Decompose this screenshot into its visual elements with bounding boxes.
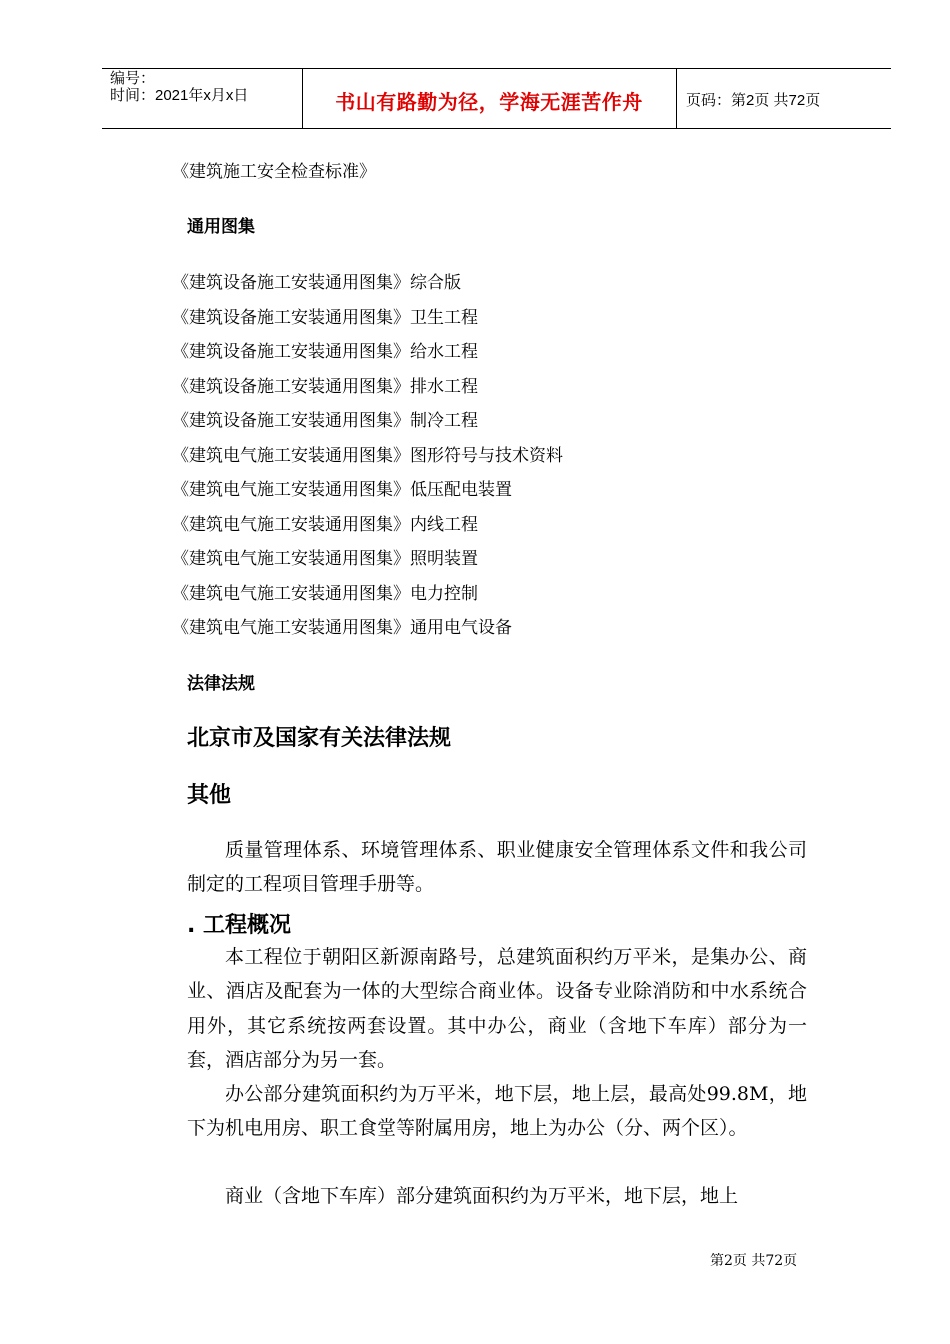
atlas-item: 《建筑设备施工安装通用图集》排水工程 (172, 377, 478, 397)
overview-paragraph: 办公部分建筑面积约为万平米，地下层，地上层，最高处99.8M，地下为机电用房、职工食堂等附属用房，地上为办公（分、两个区）。 (187, 1083, 807, 1140)
header-number: 编号： (110, 70, 156, 87)
atlas-item: 《建筑电气施工安装通用图集》通用电气设备 (172, 618, 512, 638)
section-heading-law: 法律法规 (187, 674, 255, 694)
standard-reference: 《建筑施工安全检查标准》 (172, 162, 376, 182)
overview-paragraph: 商业（含地下车库）部分建筑面积约为万平米，地下层，地上 (225, 1185, 739, 1207)
header-page-number: 页码：第2页 共72页 (686, 92, 821, 109)
other-paragraph: 质量管理体系、环境管理体系、职业健康安全管理体系文件和我公司制定的工程项目管理手册等。 (187, 839, 807, 896)
overview-heading: . 工程概况 (187, 913, 292, 938)
header-meta (110, 70, 248, 104)
law-heading: 北京市及国家有关法律法规 (187, 726, 452, 751)
atlas-item: 《建筑电气施工安装通用图集》内线工程 (172, 515, 478, 535)
header-bottom-rule (102, 128, 891, 129)
atlas-item: 《建筑设备施工安装通用图集》给水工程 (172, 342, 478, 362)
header-time: 时间：2021年x月x日 (110, 87, 249, 104)
header-motto: 书山有路勤为径，学海无涯苦作舟 (335, 90, 643, 114)
header-divider-right (676, 68, 677, 129)
atlas-item: 《建筑电气施工安装通用图集》电力控制 (172, 584, 478, 604)
atlas-item: 《建筑电气施工安装通用图集》低压配电装置 (172, 480, 512, 500)
atlas-item: 《建筑电气施工安装通用图集》照明装置 (172, 549, 478, 569)
atlas-item: 《建筑设备施工安装通用图集》卫生工程 (172, 308, 478, 328)
overview-paragraph: 本工程位于朝阳区新源南路号，总建筑面积约万平米，是集办公、商业、酒店及配套为一体的大型综合商业体。设备专业除消防和中水系统合用外，其它系统按两套设置。其中办公，商业（含地下车库）部分为一套，酒店部分为另一套。 (187, 946, 807, 1071)
atlas-item: 《建筑设备施工安装通用图集》制冷工程 (172, 411, 478, 431)
page-footer: 第2页 共72页 (710, 1253, 798, 1269)
atlas-item: 《建筑电气施工安装通用图集》图形符号与技术资料 (172, 446, 563, 466)
other-heading: 其他 (187, 783, 232, 808)
header-top-rule (102, 68, 891, 69)
atlas-item: 《建筑设备施工安装通用图集》综合版 (172, 273, 461, 293)
section-heading-atlas: 通用图集 (187, 217, 255, 237)
